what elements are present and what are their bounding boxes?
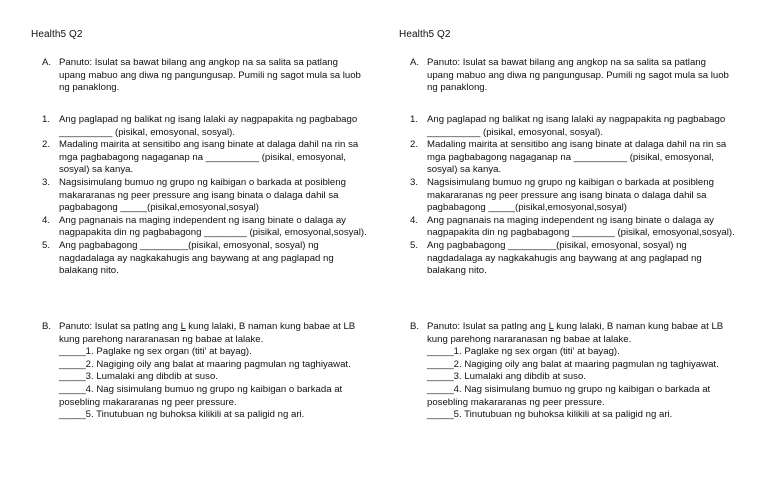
item-number: 1. — [410, 114, 419, 125]
item-text: Madaling mairita at sensitibo ang isang binate at dalaga dahil na rin sa mga pagbabagong nagaganap na __________ (pisikal, emosyonal, sosyal) sa kanya. — [427, 139, 727, 176]
section-a-instruction: Panuto: Isulat sa bawat bilang ang angkop na sa salita sa patlang upang mabuo ang diwa ng pangungusap. Pumili ng sagot mula sa luob ng panaklong. — [427, 57, 729, 94]
list-item — [42, 177, 372, 215]
worksheet-left — [0, 0, 370, 503]
item-text: Madaling mairita at sensitibo ang isang binate at dalaga dahil na rin sa mga pagbabagong nagaganap na __________ (pisikal, emosyonal, sosyal) sa kanya. — [59, 139, 359, 176]
list-item: _____3. Lumalaki ang dibdib at suso. — [427, 371, 586, 383]
item-text: Ang paglapad ng balikat ng isang lalaki ay nagpapakita ng pagbabago __________ (pisikal, emosyonal, sosyal). — [59, 114, 358, 138]
list-item: _____3. Lumalaki ang dibdib at suso. — [59, 371, 218, 383]
item-number: 5. — [410, 239, 419, 251]
list-item: _____5. Tinutubuan ng buhoksa kilikili at sa paligid ng ari. — [427, 409, 673, 421]
list-item — [42, 215, 372, 240]
worksheet-title: Health5 Q2 — [31, 29, 83, 40]
list-item: _____4. Nag sisimulang bumuo ng grupo ng kaibigan o barkada at posebling makararanas ng peer pressure. — [59, 383, 343, 408]
list-item: _____2. Nagiging oily ang balat at maaring pagmulan ng taghiyawat. — [59, 358, 351, 370]
section-b-instruction: Panuto: Isulat sa patlng ang L kung lalaki, B naman kung babae at LB kung parehong nararanasan ng babae at lalake. — [427, 321, 724, 345]
underlined-l: L — [180, 321, 186, 332]
section-a-letter: A. — [410, 57, 420, 68]
item-text: Nagsisimulang bumuo ng grupo ng kaibigan o barkada at posibleng makararanas ng peer pressure ang isang binata o dalaga dahil sa pagbabagong _____(pisikal,emosyonal,sosyal) — [427, 176, 714, 214]
item-text: Nagsisimulang bumuo ng grupo ng kaibigan o barkada at posibleng makararanas ng peer pressure ang isang binata o dalaga dahil sa pagbabagong _____(pisikal,emosyonal,sosyal) — [59, 176, 346, 214]
worksheet-title: Health5 Q2 — [399, 29, 451, 40]
item-number: 4. — [42, 214, 51, 226]
list-item — [410, 215, 740, 240]
section-b — [42, 321, 367, 422]
section-b — [410, 321, 735, 422]
list-item — [42, 114, 372, 139]
item-number: 5. — [42, 239, 51, 251]
item-text: Ang pagbabagong _________(pisikal, emosyonal, sosyal) ng nagdadalaga ay nagkakahugis ang baywang at ang paglapad ng balakang nito. — [427, 239, 702, 277]
section-a — [410, 57, 735, 95]
list-item: _____4. Nag sisimulang bumuo ng grupo ng kaibigan o barkada at posebling makararanas ng peer pressure. — [427, 383, 711, 408]
item-number: 3. — [42, 176, 51, 188]
section-a — [42, 57, 367, 95]
item-number: 2. — [410, 139, 419, 151]
item-text: Ang paglapad ng balikat ng isang lalaki ay nagpapakita ng pagbabago __________ (pisikal, emosyonal, sosyal). — [427, 114, 726, 138]
item-text: Ang pagbabagong _________(pisikal, emosyonal, sosyal) ng nagdadalaga ay nagkakahugis ang baywang at ang paglapad ng balakang nito. — [59, 239, 334, 277]
underlined-l: L — [548, 321, 554, 332]
item-number: 3. — [410, 176, 419, 188]
section-b-instruction: Panuto: Isulat sa patlng ang L kung lalaki, B naman kung babae at LB kung parehong nararanasan ng babae at lalake. — [59, 321, 356, 345]
section-b-items — [59, 346, 367, 422]
section-a-items — [410, 114, 740, 278]
list-item — [42, 139, 372, 177]
list-item — [410, 139, 740, 177]
list-item — [42, 240, 372, 278]
list-item: _____2. Nagiging oily ang balat at maaring pagmulan ng taghiyawat. — [427, 358, 719, 370]
section-a-letter: A. — [42, 57, 52, 68]
item-text: Ang pagnanais na maging independent ng isang binate o dalaga ay nagpapakita din ng pagbabagong ________ (pisikal, emosyonal,sosyal). — [427, 214, 735, 239]
item-text: Ang pagnanais na maging independent ng isang binate o dalaga ay nagpapakita din ng pagbabagong ________ (pisikal, emosyonal,sosyal). — [59, 214, 367, 239]
item-number: 4. — [410, 214, 419, 226]
section-b-letter: B. — [42, 321, 52, 332]
list-item — [410, 240, 740, 278]
item-number: 2. — [42, 139, 51, 151]
worksheet-right — [368, 0, 738, 503]
list-item: _____1. Paglake ng sex organ (titi' at bayag). — [59, 346, 252, 358]
section-a-items — [42, 114, 372, 278]
section-b-items — [427, 346, 735, 422]
item-number: 1. — [42, 114, 51, 125]
list-item: _____1. Paglake ng sex organ (titi' at bayag). — [427, 346, 620, 358]
list-item: _____5. Tinutubuan ng buhoksa kilikili at sa paligid ng ari. — [59, 409, 305, 421]
section-b-letter: B. — [410, 321, 420, 332]
list-item — [410, 114, 740, 139]
list-item — [410, 177, 740, 215]
section-a-instruction: Panuto: Isulat sa bawat bilang ang angkop na sa salita sa patlang upang mabuo ang diwa ng pangungusap. Pumili ng sagot mula sa luob ng panaklong. — [59, 57, 361, 94]
